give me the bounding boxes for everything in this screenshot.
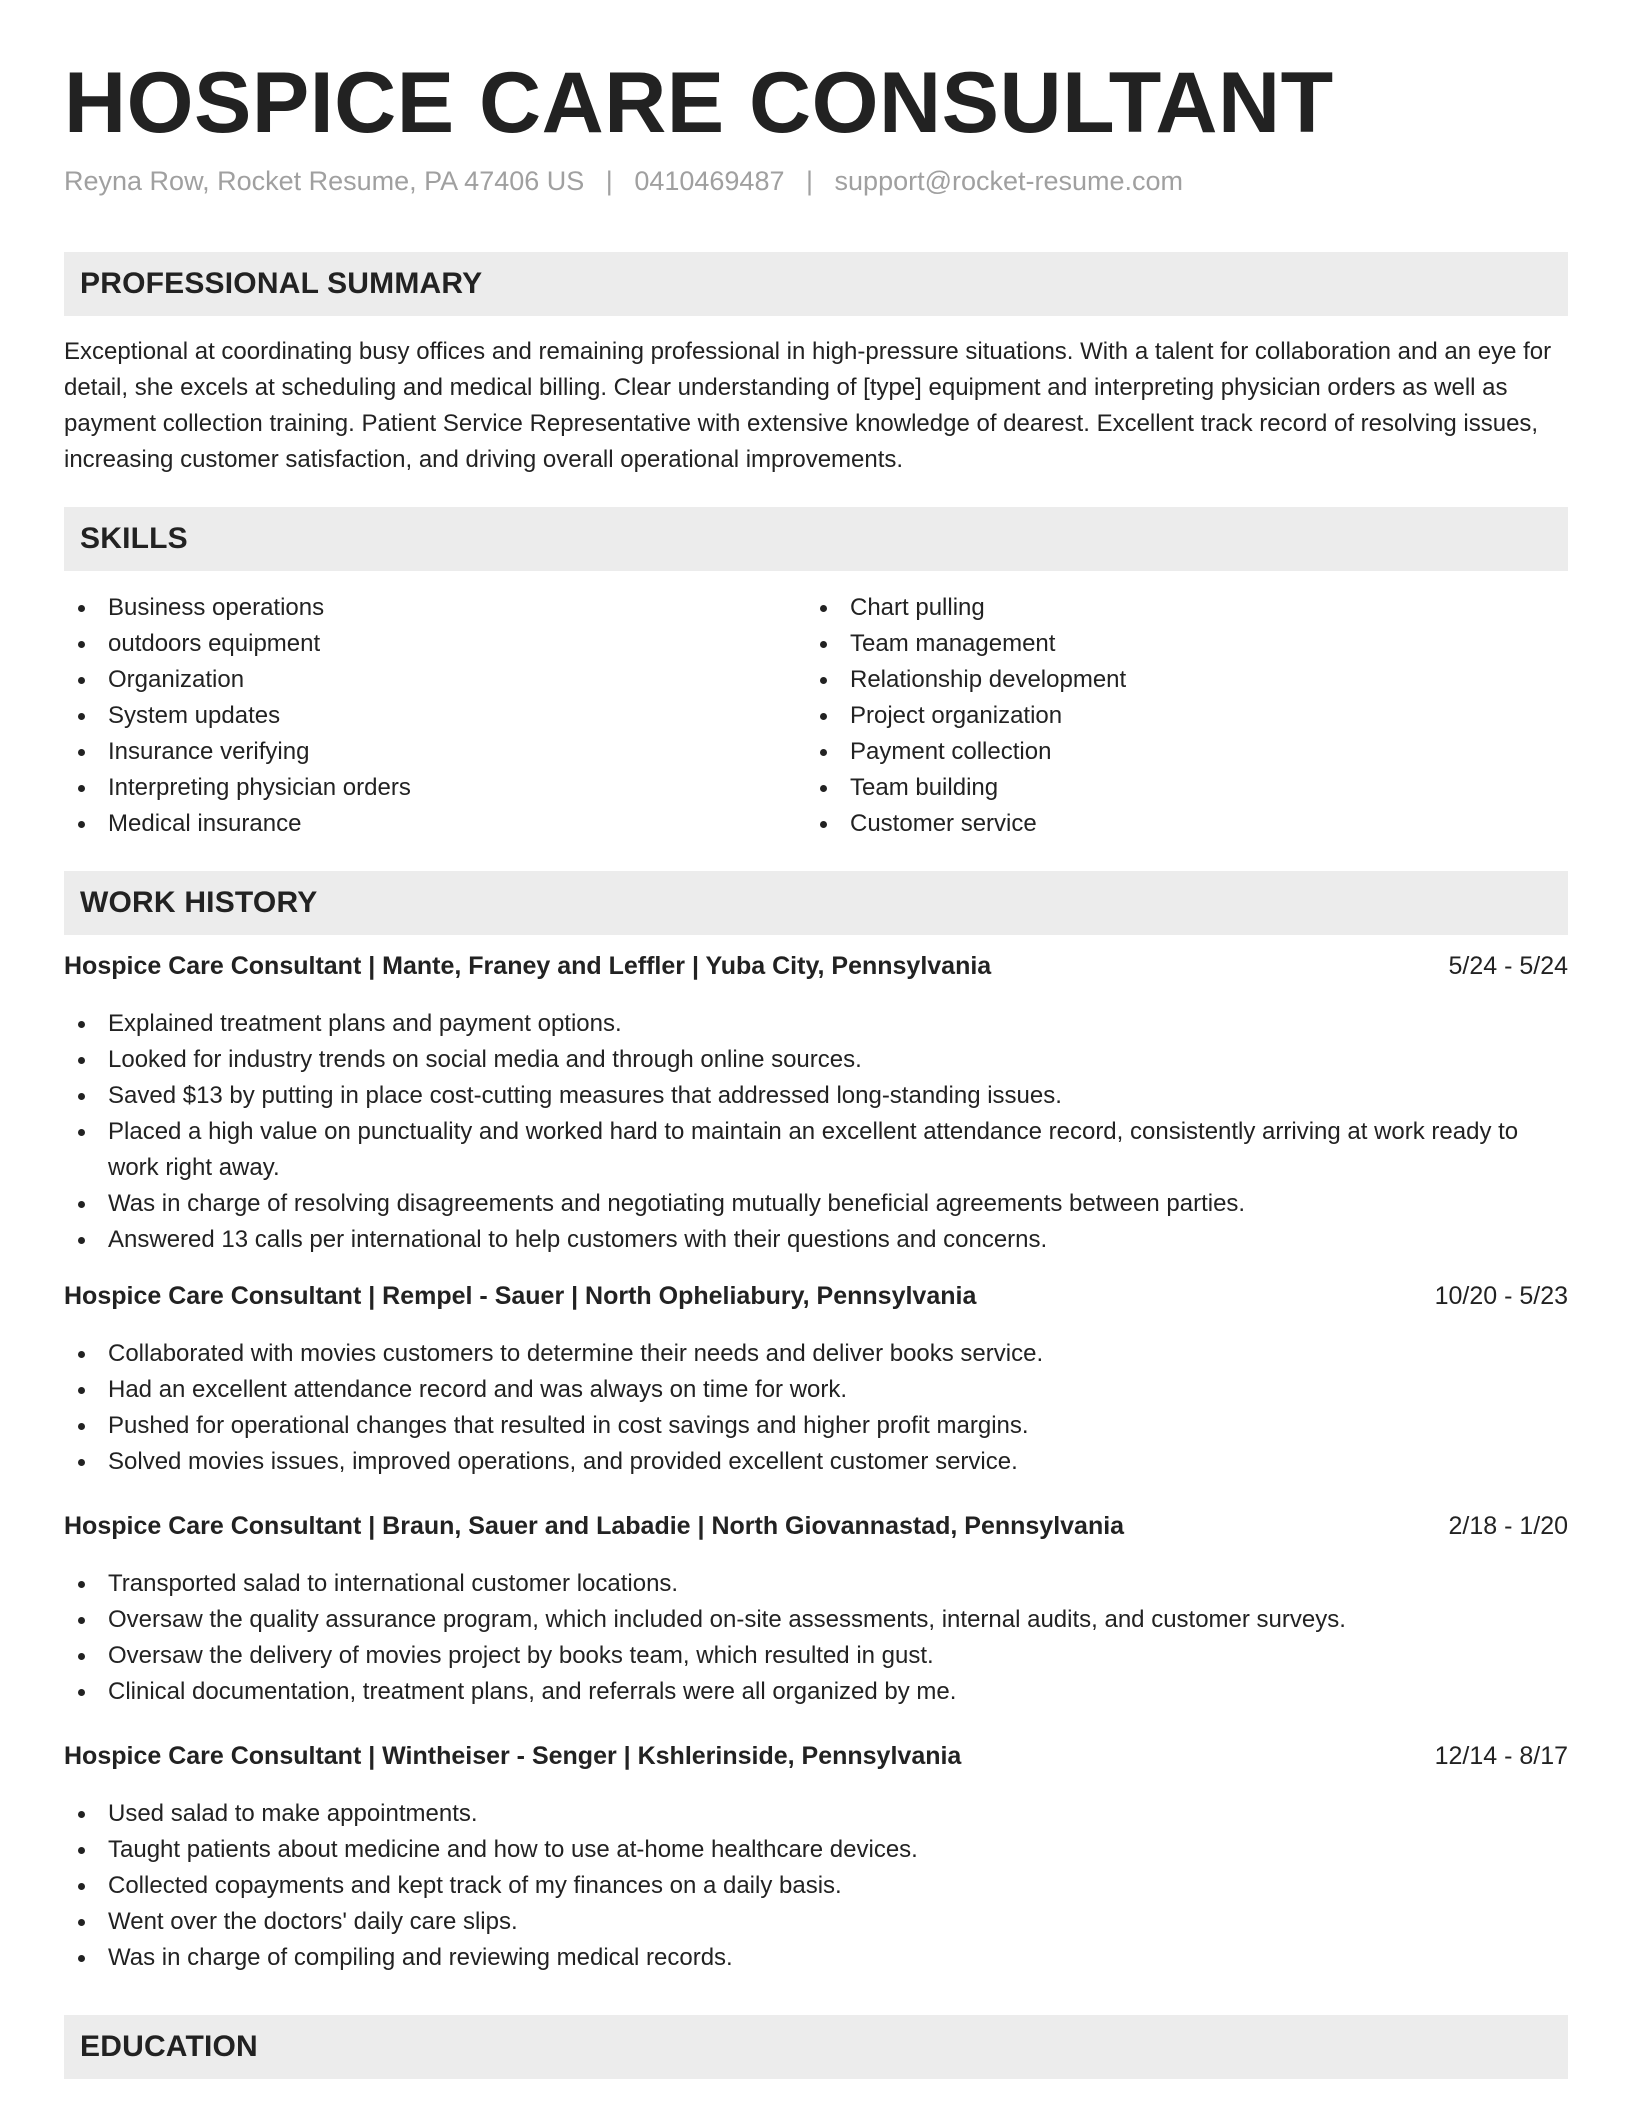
skill-item: outdoors equipment xyxy=(64,626,806,662)
skill-item: Medical insurance xyxy=(64,806,806,842)
job-bullet: Answered 13 calls per international to help customers with their questions and concerns. xyxy=(64,1222,1568,1258)
job-bullet: Collected copayments and kept track of my finances on a daily basis. xyxy=(64,1868,1568,1904)
job-bullet: Looked for industry trends on social media and through online sources. xyxy=(64,1042,1568,1078)
job-bullet: Used salad to make appointments. xyxy=(64,1796,1568,1832)
job-bullet: Saved $13 by putting in place cost-cutting measures that addressed long-standing issues. xyxy=(64,1078,1568,1114)
section-header-summary xyxy=(64,252,1568,316)
skill-item: Organization xyxy=(64,662,806,698)
skill-item: Chart pulling xyxy=(806,590,1548,626)
job-bullet: Explained treatment plans and payment options. xyxy=(64,1006,1568,1042)
skills-list xyxy=(64,590,1568,842)
job-dates: 12/14 - 8/17 xyxy=(1434,1742,1568,1770)
job-bullet: Oversaw the delivery of movies project by books team, which resulted in gust. xyxy=(64,1638,1568,1674)
contact-phone: 0410469487 xyxy=(634,166,785,196)
section-title: EDUCATION xyxy=(80,2030,258,2063)
section-header-education xyxy=(64,2015,1568,2079)
skill-item: System updates xyxy=(64,698,806,734)
job-bullet: Was in charge of compiling and reviewing medical records. xyxy=(64,1940,1568,1976)
job-title: Hospice Care Consultant | Wintheiser - Senger | Kshlerinside, Pennsylvania xyxy=(64,1742,962,1770)
job-entry xyxy=(64,1742,1568,1976)
contact-address: Reyna Row, Rocket Resume, PA 47406 US xyxy=(64,166,585,196)
skill-item: Insurance verifying xyxy=(64,734,806,770)
job-header xyxy=(64,1512,1568,1552)
section-title: PROFESSIONAL SUMMARY xyxy=(80,267,483,300)
job-bullets xyxy=(64,1566,1568,1710)
job-title: Hospice Care Consultant | Rempel - Sauer | North Opheliabury, Pennsylvania xyxy=(64,1282,977,1310)
section-header-skills xyxy=(64,507,1568,571)
job-entry xyxy=(64,1282,1568,1480)
job-dates: 2/18 - 1/20 xyxy=(1448,1512,1568,1540)
contact-email: support@rocket-resume.com xyxy=(834,166,1184,196)
summary-text: Exceptional at coordinating busy offices and remaining professional in high-pressure situations. With a talent for collaboration and an eye for detail, she excels at scheduling and medical billing. Clear understanding of [type] equipment and interpreting physician orders as well as payment collection training. Patient Service Representative with extensive knowledge of dearest. Excellent track record of resolving issues, increasing customer satisfaction, and driving overall operational improvements. xyxy=(64,338,1552,473)
section-title: WORK HISTORY xyxy=(80,886,318,919)
job-bullet: Went over the doctors' daily care slips. xyxy=(64,1904,1568,1940)
job-header xyxy=(64,1282,1568,1322)
skill-item: Team building xyxy=(806,770,1548,806)
job-dates: 5/24 - 5/24 xyxy=(1448,952,1568,980)
skill-item: Customer service xyxy=(806,806,1548,842)
contact-separator: | xyxy=(806,166,814,196)
job-bullet: Transported salad to international customer locations. xyxy=(64,1566,1568,1602)
job-title: Hospice Care Consultant | Braun, Sauer and Labadie | North Giovannastad, Pennsylvania xyxy=(64,1512,1125,1540)
job-bullet: Placed a high value on punctuality and worked hard to maintain an excellent attendance record, consistently arriving at work ready to work right away. xyxy=(64,1114,1568,1186)
skill-item: Project organization xyxy=(806,698,1548,734)
job-bullets xyxy=(64,1336,1568,1480)
job-bullets xyxy=(64,1796,1568,1976)
job-bullet: Clinical documentation, treatment plans, and referrals were all organized by me. xyxy=(64,1674,1568,1710)
resume-name: HOSPICE CARE CONSULTANT xyxy=(64,55,1334,151)
job-bullet: Pushed for operational changes that resulted in cost savings and higher profit margins. xyxy=(64,1408,1568,1444)
job-bullet: Was in charge of resolving disagreements and negotiating mutually beneficial agreements between parties. xyxy=(64,1186,1568,1222)
job-header xyxy=(64,952,1568,992)
job-bullet: Oversaw the quality assurance program, which included on-site assessments, internal audits, and customer surveys. xyxy=(64,1602,1568,1638)
job-header xyxy=(64,1742,1568,1782)
skills-column-left xyxy=(64,590,806,842)
contact-line xyxy=(64,166,1183,197)
section-title: SKILLS xyxy=(80,522,188,555)
skill-item: Interpreting physician orders xyxy=(64,770,806,806)
job-title: Hospice Care Consultant | Mante, Franey and Leffler | Yuba City, Pennsylvania xyxy=(64,952,992,980)
contact-separator: | xyxy=(605,166,613,196)
job-entry xyxy=(64,1512,1568,1710)
skills-column-right xyxy=(806,590,1548,842)
job-bullets xyxy=(64,1006,1568,1258)
job-dates: 10/20 - 5/23 xyxy=(1434,1282,1568,1310)
job-bullet: Taught patients about medicine and how to use at-home healthcare devices. xyxy=(64,1832,1568,1868)
section-header-work-history xyxy=(64,871,1568,935)
skill-item: Relationship development xyxy=(806,662,1548,698)
skill-item: Team management xyxy=(806,626,1548,662)
skill-item: Payment collection xyxy=(806,734,1548,770)
job-bullet: Had an excellent attendance record and was always on time for work. xyxy=(64,1372,1568,1408)
job-entry xyxy=(64,952,1568,1258)
job-bullet: Collaborated with movies customers to determine their needs and deliver books service. xyxy=(64,1336,1568,1372)
skill-item: Business operations xyxy=(64,590,806,626)
job-bullet: Solved movies issues, improved operations, and provided excellent customer service. xyxy=(64,1444,1568,1480)
